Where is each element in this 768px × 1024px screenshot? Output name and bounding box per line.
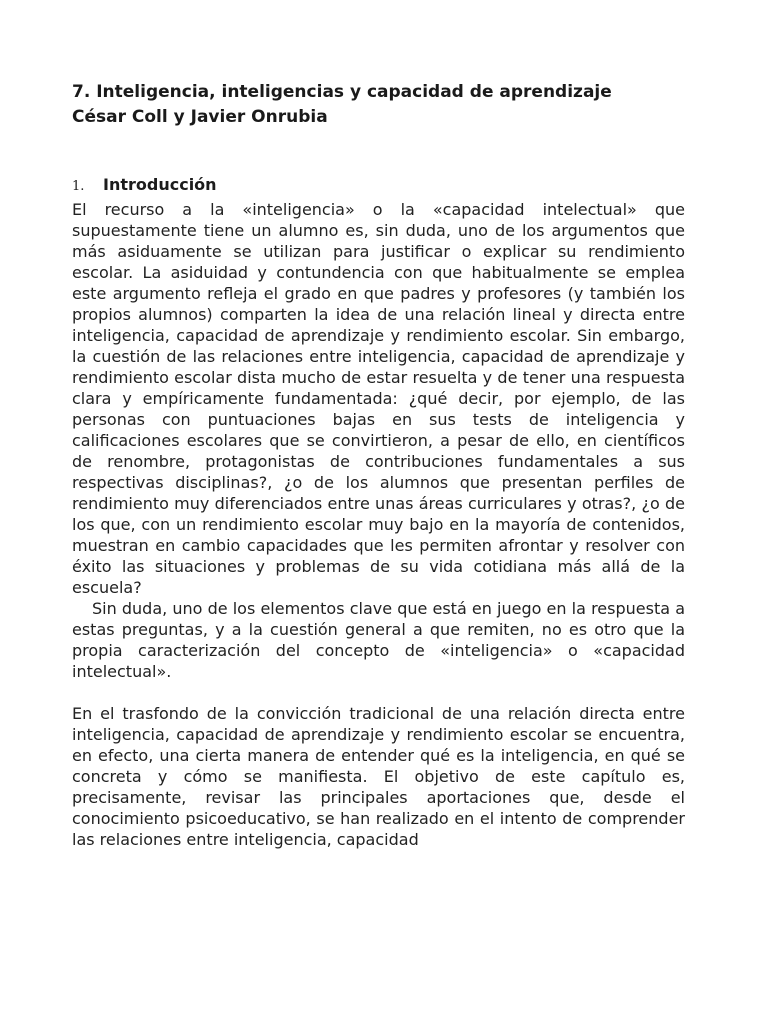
section-title: Introducción	[103, 175, 217, 194]
chapter-authors: César Coll y Javier Onrubia	[72, 107, 328, 127]
body-paragraph-1: El recurso a la «inteligencia» o la «capacidad intelectual» que supuestamente tiene un alumno es, sin duda, uno de los argumentos que más asiduamente se utilizan para justificar o explicar su rendimiento escolar. La asiduidad y contundencia con que habitualmente se emplea este argumento refleja el grado en que padres y profesores (y también los propios alumnos) comparten la idea de una relación lineal y directa entre inteligencia, capacidad de aprendizaje y rendimiento escolar. Sin embargo, la cuestión de las relaciones entre inteligencia, capacidad de aprendizaje y rendimiento escolar dista mucho de estar resuelta y de tener una respuesta clara y empíricamente fundamentada: ¿qué decir, por ejemplo, de las personas con puntuaciones bajas en sus tests de inteligencia y calificaciones escolares que se convirtieron, a pesar de ello, en científicos de renombre, protagonistas de contribuciones fundamentales a sus respectivas disciplinas?, ¿o de los alumnos que presentan perfiles de rendimiento muy diferenciados entre unas áreas curriculares y otras?, ¿o de los que, con un rendimiento escolar muy bajo en la mayoría de contenidos, muestran en cambio capacidades que les permiten afrontar y resolver con éxito las situaciones y problemas de su vida cotidiana más allá de la escuela?	[72, 200, 685, 597]
body-paragraph-2: Sin duda, uno de los elementos clave que está en juego en la respuesta a estas preguntas, y a la cuestión general a que remiten, no es otro que la propia caracterización del concepto de «inteligencia» o «capacidad intelectual».	[72, 599, 685, 681]
section-heading	[72, 173, 685, 199]
chapter-title: 7. Inteligencia, inteligencias y capacidad de aprendizaje	[72, 82, 612, 102]
document-page	[72, 80, 685, 850]
body-paragraph-3: En el trasfondo de la convicción tradicional de una relación directa entre inteligencia, capacidad de aprendizaje y rendimiento escolar se encuentra, en efecto, una cierta manera de entender qué es la inteligencia, en qué se concreta y cómo se manifiesta. El objetivo de este capítulo es, precisamente, revisar las principales aportaciones que, desde el conocimiento psicoeducativo, se han realizado en el intento de comprender las relaciones entre inteligencia, capacidad	[72, 704, 685, 849]
section-number: 1.	[72, 179, 85, 194]
